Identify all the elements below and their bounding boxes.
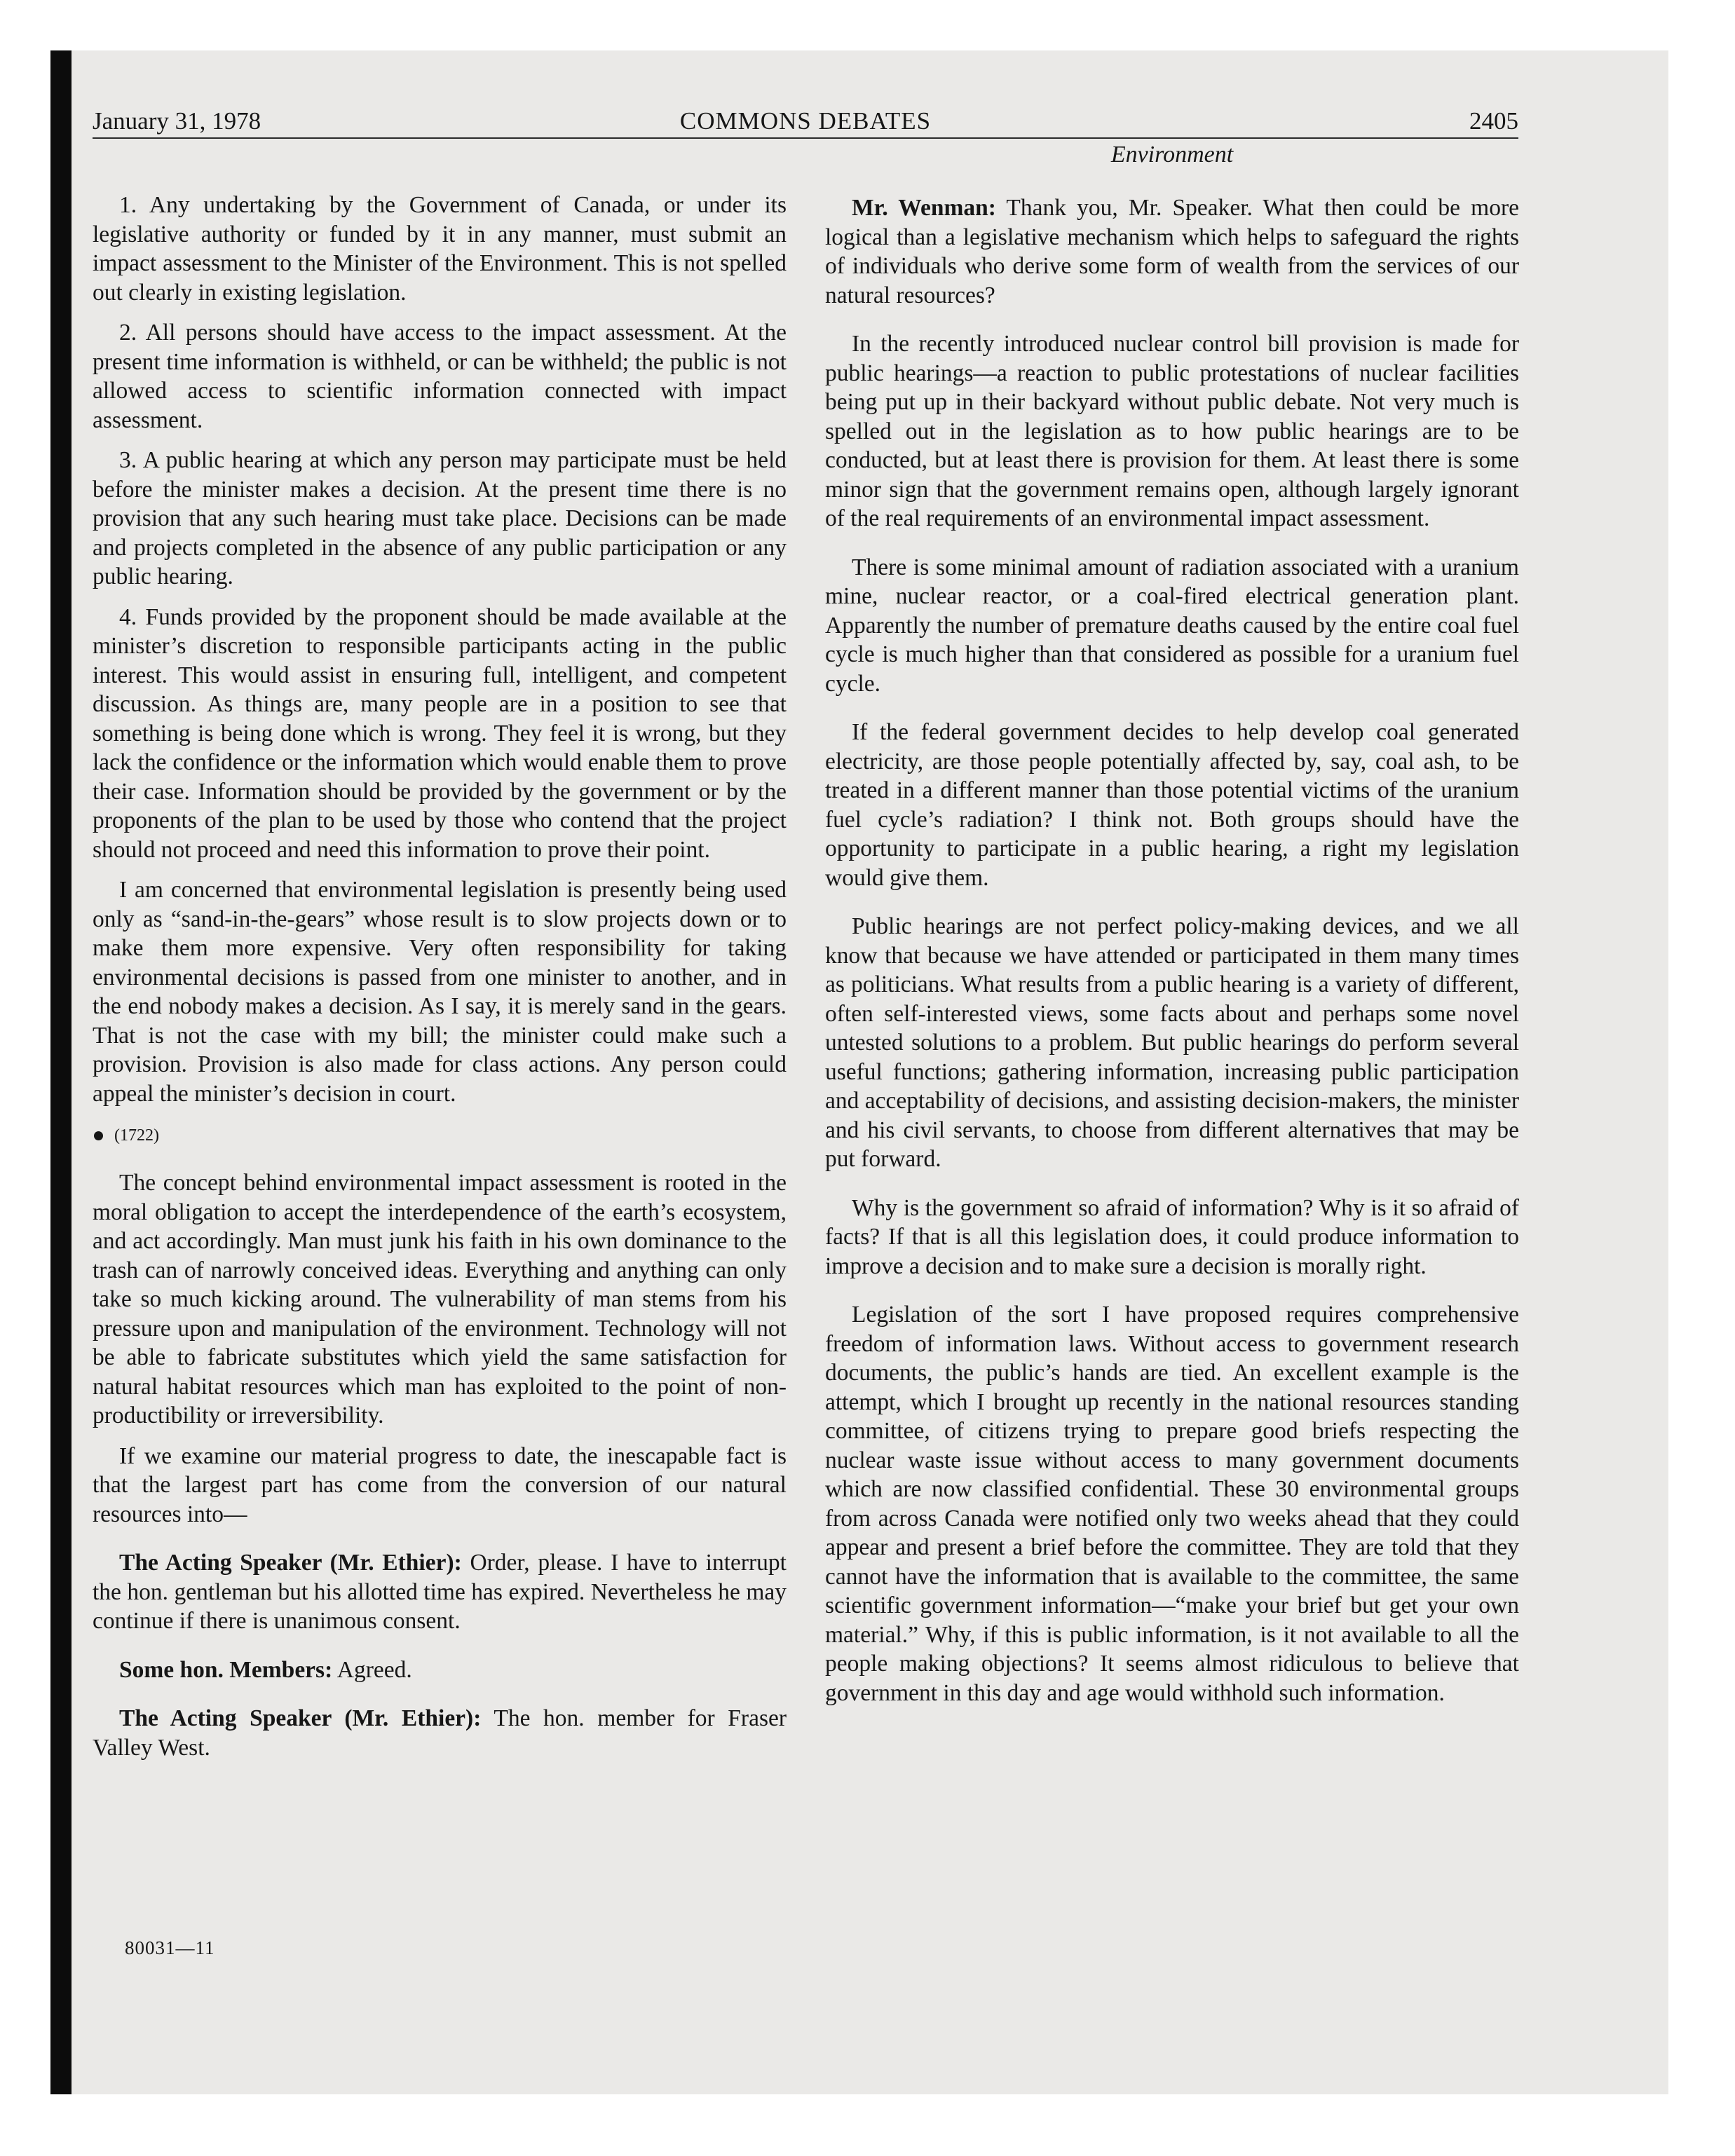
scan-binding-edge [50, 50, 72, 2094]
speaker-name: Mr. Wenman: [852, 195, 996, 221]
paragraph: 4. Funds provided by the proponent should be made available at the minister’s discretion to responsible participants acting in the public interest. This would assist in ensuring full, intelligent, and competent discussion. As things are, many people are in a position to see that something is being done which is wrong. They feel it is wrong, but they lack the confidence or the information which would enable them to prove their case. Information should be provided by the government or by the proponents of the plan to be used by those who contend that the project should not proceed and need this information to prove their point. [93, 603, 787, 863]
speaker-name: The Acting Speaker (Mr. Ethier): [119, 1705, 482, 1731]
time-marker [93, 1124, 787, 1147]
header-page-number: 2405 [1469, 107, 1518, 135]
paragraph: 3. A public hearing at which any person may participate must be held before the minister makes a decision. At the present time there is no provision that any such hearing must take place. Decisions can be made and projects completed in the absence of any public participation or any public hearing. [93, 447, 787, 589]
speech-paragraph [93, 1704, 787, 1762]
page-header [93, 105, 1518, 139]
speech-text: Order, please. I have to interrupt the hon. gentleman but his allotted time has expired. Nevertheless he may continue if there is unanimous consent. [93, 1550, 787, 1634]
speaker-name: The Acting Speaker (Mr. Ethier): [119, 1550, 462, 1576]
paragraph: 2. All persons should have access to the impact assessment. At the present time information is withheld, or can be withheld; the public is not allowed access to scientific information connected with impact assessment. [93, 320, 787, 433]
paragraph: Why is the government so afraid of information? Why is it so afraid of facts? If that is all this legislation does, it could produce information to improve a decision and to make sure a decision is morally right. [825, 1194, 1519, 1279]
timestamp-label: (1722) [114, 1126, 159, 1145]
header-date: January 31, 1978 [93, 107, 261, 135]
paragraph: If we examine our material progress to date, the inescapable fact is that the largest part has come from the conversion of our natural resources into— [93, 1442, 787, 1527]
speech-paragraph [825, 193, 1519, 310]
speech-paragraph [93, 1548, 787, 1636]
paragraph: There is some minimal amount of radiation associated with a uranium mine, nuclear reactor, or a coal-fired electrical generation plant. Apparently the number of premature deaths caused by the entire coal fuel cycle is much higher than that considered as possible for a uranium fuel cycle. [825, 554, 1519, 697]
speaker-name: Some hon. Members: [119, 1656, 333, 1683]
footer-code: 80031—11 [125, 1937, 215, 1958]
speech-text: Thank you, Mr. Speaker. What then could be more logical than a legislative mechanism which helps to safeguard the rights of individuals who derive some form of wealth from the services of our natural resources? [825, 195, 1519, 308]
paragraph: I am concerned that environmental legislation is presently being used only as “sand-in-the-gears” whose result is to slow projects down or to make them more expensive. Very often responsibility for taking environmental decisions is passed from one minister to another, and in the end nobody makes a decision. As I say, it is merely sand in the gears. That is not the case with my bill; the minister could make such a provision. Provision is also made for class actions. Any person could appeal the minister’s decision in court. [93, 877, 787, 1107]
speech-paragraph [93, 1656, 787, 1685]
header-title: COMMONS DEBATES [679, 107, 932, 135]
section-heading: Environment [1110, 142, 1234, 168]
paragraph: 1. Any undertaking by the Government of Canada, or under its legislative authority or funded by it in any manner, must submit an impact assessment to the Minister of the Environment. This is not spelled out clearly in existing legislation. [93, 192, 787, 306]
paragraph: The concept behind environmental impact assessment is rooted in the moral obligation to accept the interdependence of the earth’s ecosystem, and act accordingly. Man must junk his faith in his own dominance to the trash can of narrowly conceived ideas. Everything and anything can only take so much kicking around. The vulnerability of man stems from his pressure upon and manipulation of the environment. Technology will not be able to fabricate substitutes which yield the same satisfaction for natural habitat resources which man has exploited to the point of non-productibility or irreversibility. [93, 1170, 787, 1428]
paragraph: In the recently introduced nuclear control bill provision is made for public hearings—a reaction to public protestations of nuclear facilities being put up in their backyard without public debate. Not very much is spelled out in the legislation as to how public hearings are to be conducted, but at least there is provision for them. At least there is some minor sign that the government remains open, although largely ignorant of the real requirements of an environmental impact assessment. [825, 331, 1519, 531]
paragraph: If the federal government decides to help develop coal generated electricity, are those people potentially affected by, say, coal ash, to be treated in a different manner than those potential victims of the uranium fuel cycle’s radiation? I think not. Both groups should have the opportunity to participate in a public hearing, a right my legislation would give them. [825, 719, 1519, 891]
right-column [825, 140, 1519, 1719]
bullet-icon [94, 1131, 103, 1140]
paragraph: Public hearings are not perfect policy-making devices, and we all know that because we have attended or participated in them many times as politicians. What results from a public hearing is a variety of different, often self-interested views, some facts about and perhaps some novel untested solutions to a problem. But public hearings do perform several useful functions; gathering information, increasing public participation and acceptability of decisions, and assisting decision-makers, the minister and his civil servants, to choose from different alternatives that may be put forward. [825, 913, 1519, 1172]
speech-text: The hon. member for Fraser Valley West. [93, 1705, 787, 1761]
left-column [93, 191, 787, 1773]
speech-text: Agreed. [332, 1656, 412, 1683]
paragraph: Legislation of the sort I have proposed requires comprehensive freedom of information laws. Without access to government research documents, the public’s hands are tied. An excellent example is the attempt, which I brought up recently in the national resources standing committee, of citizens trying to prepare good briefs respecting the nuclear waste issue without access to many government documents which are now classified confidential. These 30 environmental groups from across Canada were notified only two weeks ahead that they could appear and present a brief before the committee. They are told that they cannot have the information that is available to the committee, the same scientific government information—“make your brief but get your own material.” Why, if this is public information, is it not available to all the people making objections? It seems almost ridiculous to believe that government in this day and age would withhold such information. [825, 1302, 1519, 1706]
